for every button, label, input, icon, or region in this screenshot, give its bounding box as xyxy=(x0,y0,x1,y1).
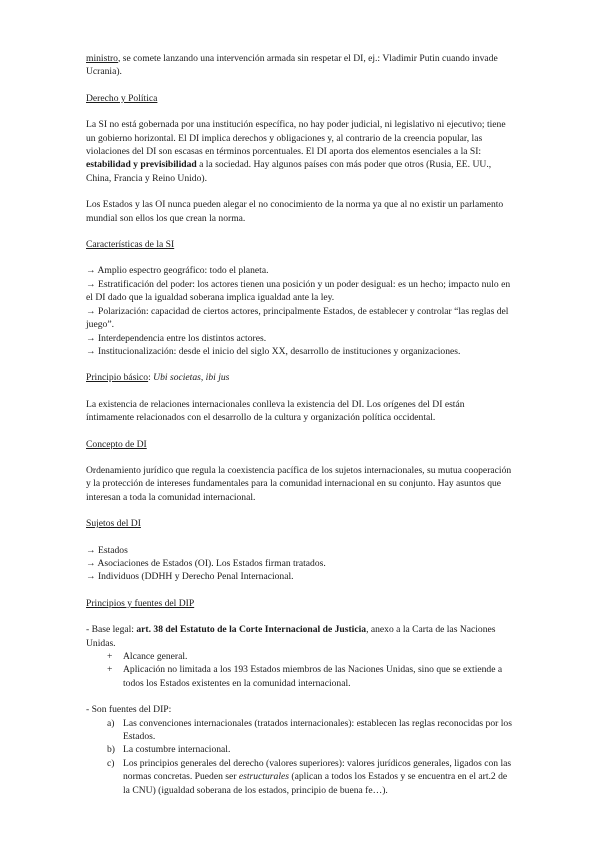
heading-derecho-politica: Derecho y Política xyxy=(86,92,158,104)
principio-colon: : xyxy=(148,372,154,384)
intro-paragraph xyxy=(86,52,514,79)
intro-underlined-word: ministro xyxy=(86,53,118,64)
list-item xyxy=(107,717,514,744)
derecho-p1-text-b: a la sociedad. Hay algunos países con más poder que otros (Rusia, EE. UU., China, Francia y Reino Unido). xyxy=(86,159,492,184)
plus-marker: + xyxy=(107,664,113,676)
principio-paragraph: La existencia de relaciones internacionales conlleva la existencia del DI. Los orígenes del DI están íntimamente relacionados con el desarrollo de la cultura y organización política occidental. xyxy=(86,398,465,424)
list-item: → Individuos (DDHH y Derecho Penal Internacional. xyxy=(86,571,294,583)
list-item xyxy=(107,743,514,756)
list-item-text: La costumbre internacional. xyxy=(123,744,231,756)
base-legal-bold: art. 38 del Estatuto de la Corte Internacional de Justicia xyxy=(136,624,367,636)
heading-caracteristicas: Características de la SI xyxy=(86,239,175,251)
list-item xyxy=(107,757,514,797)
letter-marker: a) xyxy=(107,717,115,729)
caracteristicas-list xyxy=(86,264,514,358)
derecho-p1-bold: estabilidad y previsibilidad xyxy=(86,159,197,171)
concepto-paragraph: Ordenamiento jurídico que regula la coexistencia pacífica de los sujetos internacionales, su mutua cooperación y la protección de intereses fundamentales para la comunidad internacional en su conjunto. Hay asuntos que interesan a toda la comunidad internacional. xyxy=(86,464,512,503)
list-item xyxy=(107,650,514,663)
list-item: → Institucionalización: desde el inicio del siglo XX, desarrollo de instituciones y organizaciones. xyxy=(86,345,461,357)
fuentes-list xyxy=(86,717,514,797)
list-item-text: Las convenciones internacionales (tratados internacionales): establecen las reglas reconocidas por los Estados. xyxy=(123,717,512,743)
list-item xyxy=(107,663,514,690)
list-item-text-a: Los principios generales del derecho (valores superiores): valores jurídicos generales, ligados con las normas concretas. Pueden ser xyxy=(123,757,512,783)
letter-marker: b) xyxy=(107,744,115,756)
heading-concepto: Concepto de DI xyxy=(86,438,147,450)
list-item: → Amplio espectro geográfico: todo el planeta. xyxy=(86,265,269,277)
derecho-paragraph-2: Los Estados y las OI nunca pueden alegar el no conocimiento de la norma ya que al no existir un parlamento mundial son ellos los que crean la norma. xyxy=(86,199,504,224)
derecho-p1-text-a: La SI no está gobernada por una institución específica, no hay poder judicial, ni legislativo ni ejecutivo; tiene un gobierno horizontal. El DI implica derechos y obligaciones y, al contrario de la creencia popular, las violaciones del DI son escasas en términos porcentuales. El DI aporta dos elementos esenciales a la SI: xyxy=(86,119,506,158)
list-item-text: Alcance general. xyxy=(123,651,188,662)
sujetos-list xyxy=(86,544,514,584)
intro-text: , se comete lanzando una intervención armada sin respetar el DI, ej.: Vladimir Putin cuando invade Ucrania). xyxy=(86,53,498,78)
principio-latin: Ubi societas, ibi jus xyxy=(153,372,230,384)
plus-marker: + xyxy=(107,651,113,662)
derecho-paragraph-1 xyxy=(86,118,514,185)
list-item: → Polarización: capacidad de ciertos actores, principalmente Estados, de establecer y controlar “las reglas del juego”. xyxy=(86,305,509,331)
list-item-italic: estructurales xyxy=(238,771,289,783)
fuentes-intro: - Son fuentes del DIP: xyxy=(86,704,172,716)
principio-basico-label: Principio básico xyxy=(86,372,149,384)
list-item: → Asociaciones de Estados (OI). Los Estados firman tratados. xyxy=(86,557,326,569)
heading-principios: Principios y fuentes del DIP xyxy=(86,597,195,609)
principio-basico-line xyxy=(86,371,514,384)
list-item-text: Aplicación no limitada a los 193 Estados miembros de las Naciones Unidas, sino que se extiende a todos los Estados existentes en la comunidad internacional. xyxy=(123,664,503,689)
list-item: → Estados xyxy=(86,544,128,556)
base-legal-text-b: , anexo a la Carta de las Naciones Unidas. xyxy=(86,624,496,649)
base-legal-list xyxy=(86,650,514,690)
list-item: → Estratificación del poder: los actores tienen una posición y un poder desigual: es un hecho; impacto nulo en el DI dado que la igualdad soberana implica igualdad ante la ley. xyxy=(86,278,511,304)
list-item: → Interdependencia entre los distintos actores. xyxy=(86,332,267,344)
letter-marker: c) xyxy=(107,757,115,769)
base-legal-paragraph xyxy=(86,623,514,650)
heading-sujetos: Sujetos del DI xyxy=(86,518,141,530)
list-item-text-b: (aplican a todos los Estados y se encuentra en el art.2 de la CNU) (igualdad soberana de los estados, principio de buena fe…). xyxy=(123,771,508,796)
base-legal-text-a: - Base legal: xyxy=(86,624,137,636)
